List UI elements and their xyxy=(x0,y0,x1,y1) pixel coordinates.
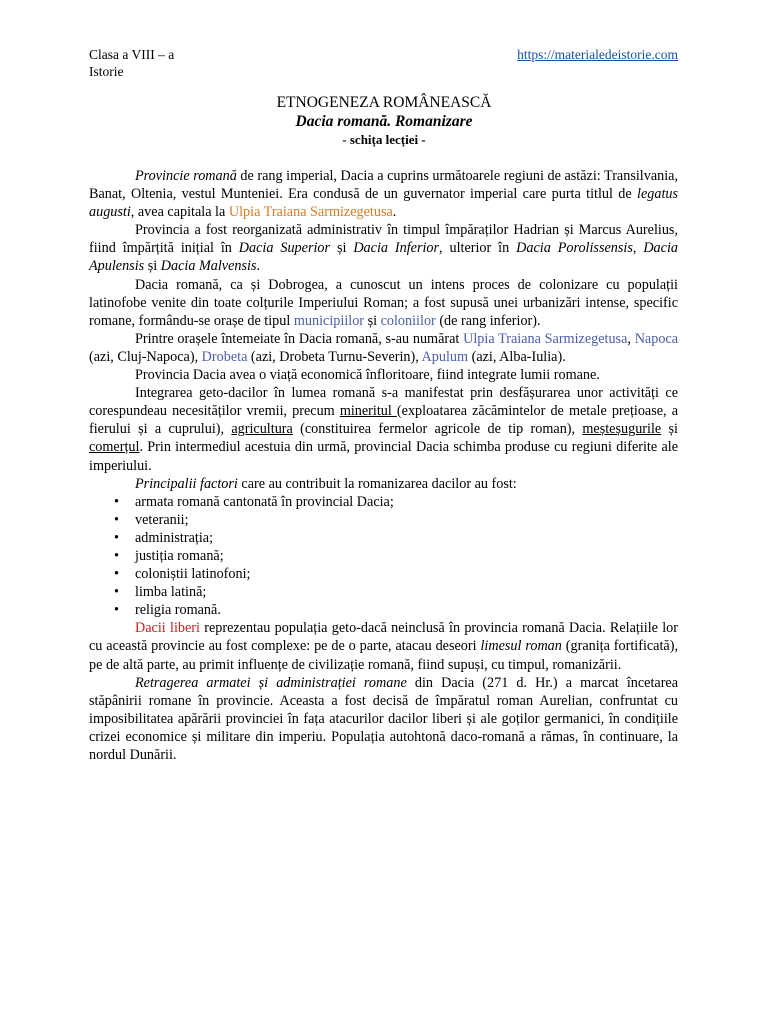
header-class-label: Clasa a VIII – a xyxy=(89,47,175,62)
term-dacia-malvensis: Dacia Malvensis xyxy=(160,258,257,275)
paragraph-text: și xyxy=(364,312,381,329)
paragraph-text: (azi, Cluj-Napoca), xyxy=(89,348,202,365)
term-dacia-apulensis: Dacia Apulensis xyxy=(89,240,678,275)
highlight-city-sarmizegetusa: Ulpia Traiana Sarmizegetusa xyxy=(463,330,628,347)
paragraph-province xyxy=(89,167,678,221)
paragraph-factors-intro xyxy=(89,475,678,493)
term-mineritul: mineritul xyxy=(339,403,397,420)
list-item: • veteranii; xyxy=(135,511,678,529)
list-item: • limba latină; xyxy=(135,583,678,601)
term-mestesugurile: meșteșugurile xyxy=(582,421,662,438)
paragraph-integration xyxy=(89,384,678,474)
highlight-city-drobeta: Drobeta xyxy=(201,348,248,365)
paragraph-text: (constituirea fermelor agricole de tip roman), xyxy=(292,421,583,438)
term-dacia-superior: Dacia Superior xyxy=(238,240,331,257)
paragraph-text: Provincia a fost reorganizată administrativ în timpul împăraților Hadrian și Marcus Aurelius, fiind împărțită inițial în xyxy=(89,222,678,257)
paragraph-reorganization xyxy=(89,221,678,275)
term-dacia-inferior: Dacia Inferior xyxy=(353,240,440,257)
paragraph-text: Integrarea geto-dacilor în lumea romană s-a manifestat prin desfășurarea unor activități ce corespundeau necesităților vremii, precum xyxy=(89,385,678,420)
document-body xyxy=(89,167,678,764)
paragraph-cities xyxy=(89,330,678,366)
paragraph-text: (granița fortificată), pe de altă parte, au primit influențe de civilizație romană, fiind supuși, cu timpul, romanizării. xyxy=(89,638,678,673)
paragraph-text: (azi, Alba-Iulia). xyxy=(468,348,566,365)
highlight-city-napoca: Napoca xyxy=(634,330,679,347)
list-item: • coloniștii latinofoni; xyxy=(135,565,678,583)
page-header-left xyxy=(89,46,174,80)
highlight-municipii: municipiilor xyxy=(293,312,365,329)
term-dacia-porolissensis: Dacia Porolissensis xyxy=(516,240,633,257)
title-block xyxy=(89,94,679,149)
highlight-capital: Ulpia Traiana Sarmizegetusa xyxy=(228,204,393,221)
paragraph-text: , xyxy=(632,240,644,257)
paragraph-free-dacians xyxy=(89,619,678,673)
paragraph-text: și xyxy=(661,421,678,438)
header-subject-label: Istorie xyxy=(89,64,124,79)
highlight-city-apulum: Apulum xyxy=(421,348,469,365)
paragraph-text: reprezentau populația geto-dacă neinclusă în provincia romană Dacia. Relațiile lor cu această provincie au fost complexe: pe de o parte, atacau deseori xyxy=(89,620,678,655)
term-principalii-factori: Principalii factori xyxy=(135,475,238,492)
paragraph-text: , avea capitala la xyxy=(130,204,229,221)
paragraph-economy: Provincia Dacia avea o viață economică înfloritoare, fiind integrate lumii romane. xyxy=(135,367,600,384)
term-provincie-romana: Provincie romană xyxy=(135,168,237,184)
document-note: - schița lecției - xyxy=(342,132,426,147)
term-legatus-augusti: legatus augusti xyxy=(89,186,678,221)
paragraph-text: . xyxy=(256,258,261,275)
term-comertul: comerțul xyxy=(89,439,140,456)
paragraph-text: (azi, Drobeta Turnu-Severin), xyxy=(247,348,422,365)
paragraph-text: și xyxy=(330,240,354,257)
paragraph-text: care au contribuit la romanizarea dacilor au fost: xyxy=(237,475,517,492)
paragraph-text: Dacia romană, ca și Dobrogea, a cunoscut un intens proces de colonizare cu populații latinofobe venite din toate colțurile Imperiului Roman; a fost supusă unei urbanizări intense, specific romane, formându-se orașe de tipul xyxy=(89,276,678,329)
factors-list xyxy=(89,493,678,620)
paragraph-text: și xyxy=(144,258,161,275)
paragraph-text: (de rang inferior). xyxy=(435,312,541,329)
list-item: • administrația; xyxy=(135,529,678,547)
paragraph-colonization xyxy=(89,276,678,330)
paragraph-withdrawal xyxy=(89,674,678,764)
paragraph-text: . Prin intermediul acestuia din urmă, provincial Dacia schimba produse cu regiuni diferite ale imperiului. xyxy=(89,439,678,474)
paragraph-text: din Dacia (271 d. Hr.) a marcat încetarea stăpânirii romane în provincie. Aceasta a fost decisă de împăratul roman Aurelian, confruntat cu imposibilitatea apărării provinciei în fața atacurilor dacilor liberi și ale goților germanici, în condițiile crizei economice și militare din imperiu. Populația autohtonă daco-romană a rămas, în continuare, la nordul Dunării. xyxy=(89,674,679,763)
paragraph-text: de rang imperial, Dacia a cuprins următoarele regiuni de astăzi: Transilvania, Banat, Oltenia, vestul Munteniei. Era condusă de un guvernator imperial care purta titlul de xyxy=(89,168,678,203)
highlight-colonii: coloniilor xyxy=(380,312,436,329)
list-item: • justiția romană; xyxy=(135,547,678,565)
paragraph-text: (exploatarea zăcămintelor de metale prețioase, a fierului și a cuprului), xyxy=(89,403,678,438)
list-item: • armata romană cantonată în provincial Dacia; xyxy=(135,493,678,511)
source-link[interactable]: https://materialedeistorie.com xyxy=(517,47,678,62)
paragraph-text: Printre orașele întemeiate în Dacia romană, s-au numărat xyxy=(135,330,464,347)
document-title: ETNOGENEZA ROMÂNEASCĂ xyxy=(276,94,492,111)
list-item: • religia romană. xyxy=(135,601,678,619)
paragraph-text: , xyxy=(627,330,635,347)
document-subtitle: Dacia romană. Romanizare xyxy=(295,113,473,130)
term-limesul-roman: limesul roman xyxy=(480,638,562,655)
term-agricultura: agricultura xyxy=(231,421,293,438)
term-retragerea: Retragerea armatei și administrației romane xyxy=(135,674,407,691)
paragraph-text: , ulterior în xyxy=(439,240,517,257)
paragraph-text: . xyxy=(392,204,397,221)
highlight-dacii-liberi: Dacii liberi xyxy=(135,620,200,637)
